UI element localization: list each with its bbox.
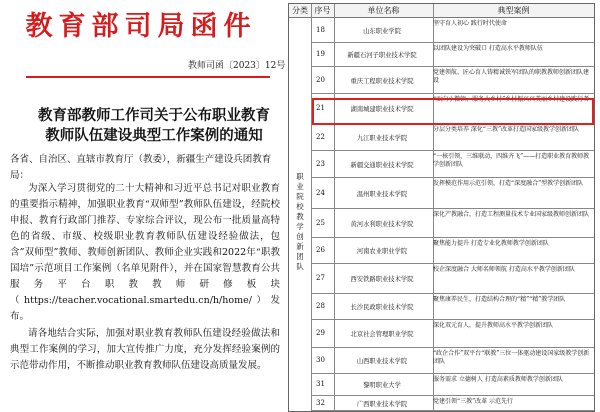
row-number: 30	[316, 356, 325, 364]
highlight-box	[312, 98, 594, 125]
row-unit: 温州职业技术学院	[356, 190, 408, 198]
row-unit: 九江职业技术学院	[356, 134, 408, 142]
table-row	[311, 238, 594, 264]
row-unit: 长沙民政职业技术学院	[350, 304, 414, 311]
row-number: 31	[316, 380, 325, 388]
row-case: “一核引领，三维联动，四维齐飞”——打造职业教育教师教学创新团队	[433, 153, 590, 169]
row-case: 服务需求 立德树人 打造高素质教师教学创新团队	[433, 376, 563, 383]
row-unit: 北京社会管理职业学院	[350, 331, 414, 338]
row-unit: 西安铁路职业技术学院	[350, 276, 414, 283]
row-case: “面向小微镇、服务大乡村”乡村振兴兴美丽乡村建设践行者	[433, 96, 590, 103]
row-unit: 河南农业职业学院	[356, 248, 408, 255]
table-row	[311, 320, 594, 348]
table-row	[311, 43, 594, 67]
row-case: 深化产教融合，打造工程测量技术专业国家级教师创新团队	[433, 211, 590, 218]
table-row	[311, 151, 594, 178]
table-row	[311, 67, 594, 94]
row-number: 20	[316, 75, 325, 84]
row-case: 党建领航、匠心育人铸精诚铁军团队的职教教师创新团队建设	[433, 69, 590, 85]
table-row	[311, 348, 594, 374]
paragraph-2: 请各地结合实际，加强对职业教育教师队伍建设经验做法和典型工作案例的学习，加大宣传推广力度，充分发挥经验案例的示范带动作用，不断推动职业教育教师队伍建设高质量发展。	[10, 328, 280, 371]
table-row	[311, 209, 594, 238]
table-row	[311, 374, 594, 396]
row-case: 以团队建设为突破口 打造高水平教师队伍	[433, 45, 543, 52]
recipients: 各省、自治区、直辖市教育厅（教委），新疆生产建设兵团教育局：	[10, 154, 272, 181]
row-case: 深化双元育人，提升教师高水平教学创新团队	[433, 322, 554, 329]
row-unit: 湖南城建职业技术学院	[350, 106, 414, 113]
row-number: 27	[316, 274, 325, 282]
header-number: 序号	[311, 4, 334, 18]
row-unit: 重庆工程职业技术学院	[350, 77, 414, 85]
header-unit: 单位名称	[334, 4, 433, 18]
row-case: 校企深度融合 大师名师领航 打造高水平教学创新团队	[433, 266, 575, 273]
row-number: 21	[316, 104, 325, 112]
row-number: 22	[316, 132, 325, 141]
row-number: 18	[316, 25, 325, 34]
row-case: 发挥模范作用示范引领，打造“深度融合”型教学创新团队	[433, 180, 584, 187]
row-case: 坚守育人初心 践行时代使命	[433, 20, 507, 27]
row-case: “政企合作”双平台“联教”三位一体驱动建设国家级教学创新团队	[433, 350, 590, 366]
row-unit: 黎明职业大学	[363, 382, 401, 389]
letterhead: 教育部司局函件	[25, 11, 257, 42]
row-number: 32	[316, 398, 325, 407]
row-case: 分层分类培养 深化“三教”改革打造国家级教学创新团队	[433, 126, 580, 133]
row-unit: 山西职业技术学院	[356, 358, 408, 365]
table-row	[311, 178, 594, 209]
row-number: 28	[316, 302, 325, 310]
row-number: 19	[316, 50, 325, 58]
row-number: 24	[316, 188, 325, 197]
row-case: 党建引领“三教”改革 示范先行	[433, 398, 514, 405]
row-unit: 黄河水利职业技术学院	[350, 220, 414, 228]
row-unit: 广西职业技术学院	[356, 400, 408, 408]
row-unit: 新疆石河子职业技术学院	[347, 52, 417, 59]
notice-document	[0, 0, 290, 412]
paragraph-1: 为深入学习贯彻党的二十大精神和习近平总书记对职业教育的重要指示精神，加强职业教育“双师型”教师队伍建设，经院校申报、教育行政部门推荐、专家综合评议，现公布一批质量高特色的省级、市级、校级职业教育教师队伍建设经验做法，包含”双师型”教师、教师创新团队、教师企业实践和2022年“职教国培”示范项目工作案例（名单见附件），并在国家智慧教育公共服务平台职教教师研修板块（https://teacher.vocational.smartedu.cn/h/home/）发布。	[10, 183, 280, 322]
header-category: 分类	[289, 4, 311, 18]
row-case: 聚焦能力提升 打造专业化教师教学创新团队	[433, 240, 549, 247]
row-unit: 山东职业学院	[363, 27, 401, 35]
table-row	[311, 264, 594, 294]
table-row	[311, 396, 594, 411]
category-label: 职业院校教学创新团队	[296, 172, 304, 271]
notice-title: 教育部教师工作司关于公布职业教育教师队伍建设典型工作案例的通知	[38, 107, 270, 144]
row-unit: 新疆交通职业技术学院	[350, 161, 414, 169]
red-divider	[26, 76, 270, 78]
table-row	[311, 294, 594, 320]
row-number: 25	[316, 218, 325, 227]
table-row	[311, 124, 594, 151]
header-case: 典型案例	[433, 4, 594, 18]
case-table	[288, 3, 595, 412]
row-number: 23	[316, 159, 325, 168]
table-row	[311, 18, 594, 43]
category-cell	[289, 168, 311, 408]
row-number: 29	[316, 329, 325, 337]
row-case: 聚焦康养民生，打造结构合理的“精”“精”教学团队	[433, 296, 566, 303]
row-number: 26	[316, 246, 325, 254]
document-number: 教师司函〔2023〕12号	[188, 61, 286, 71]
